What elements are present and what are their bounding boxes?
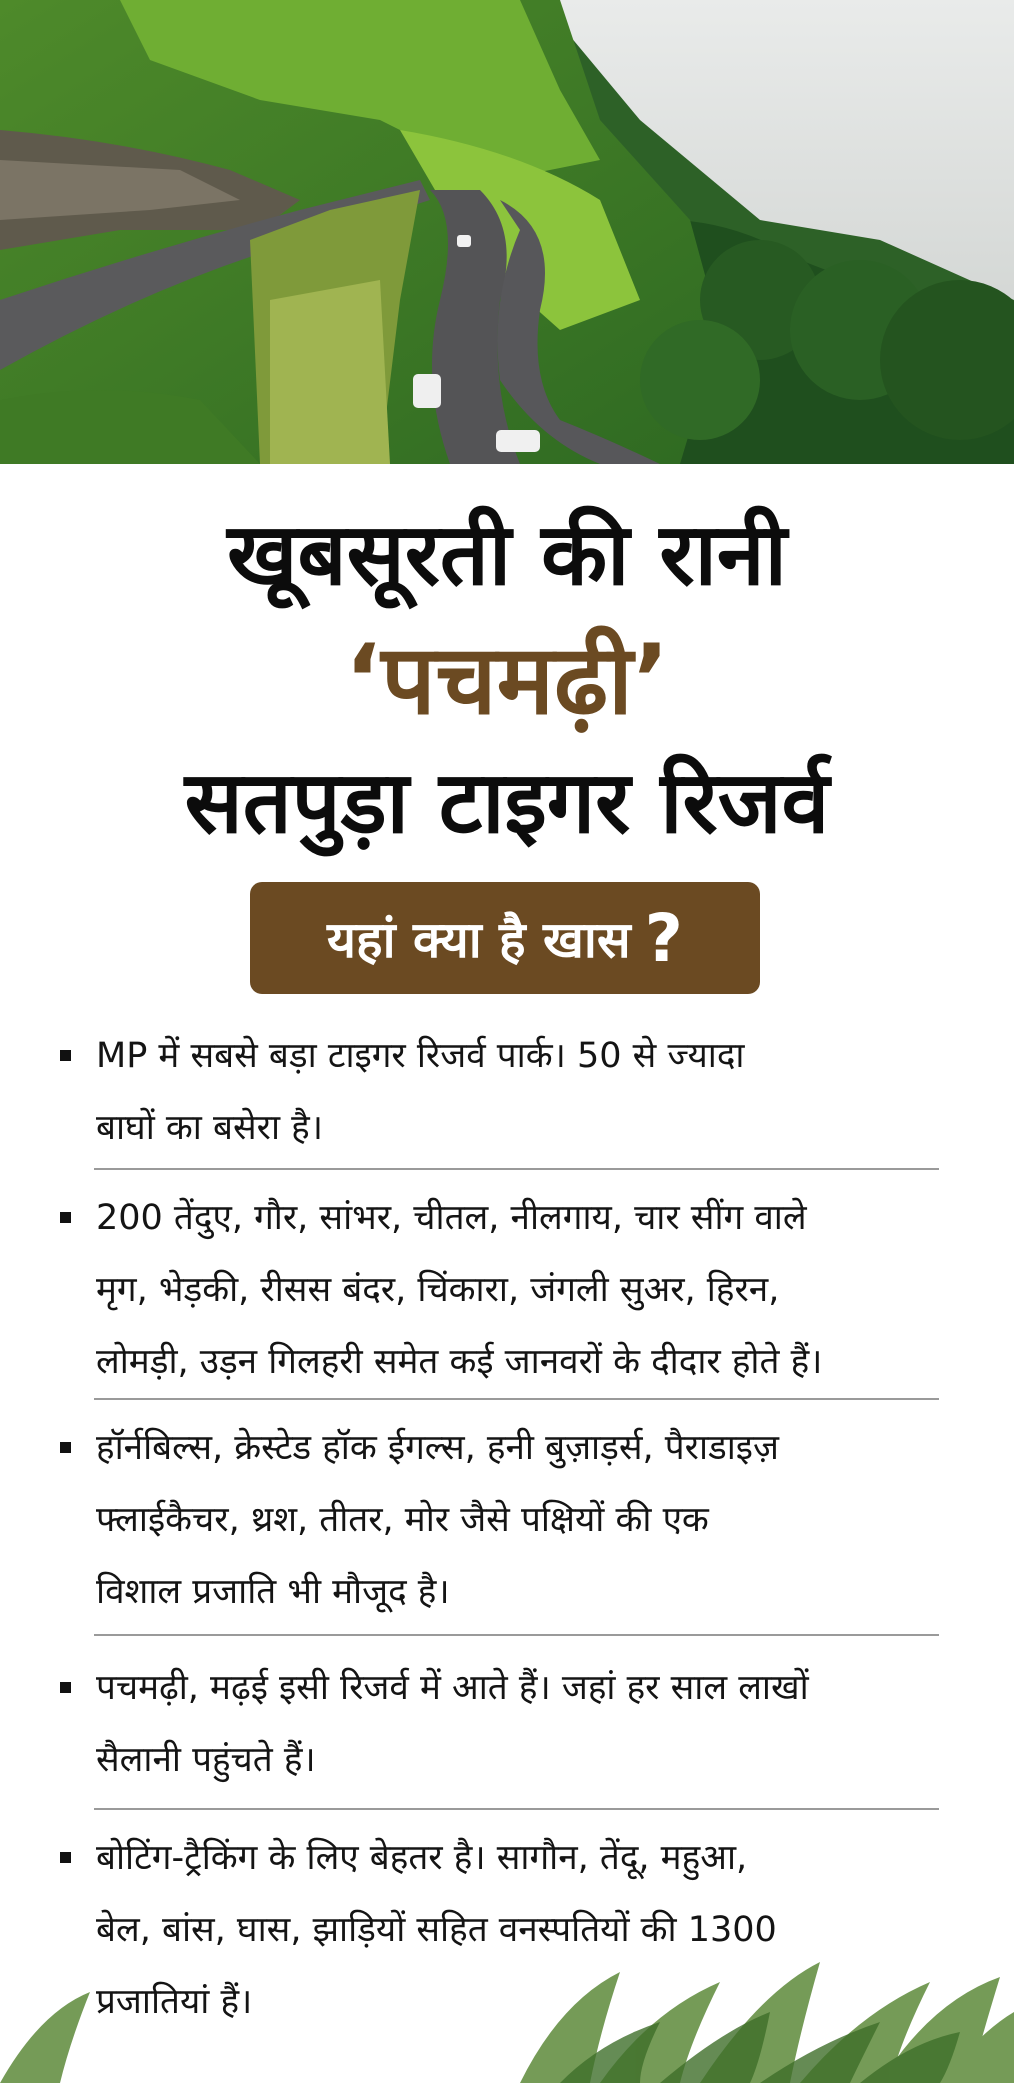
- bullet-icon: [60, 1852, 71, 1863]
- list-item-line: प्रजातियां हैं।: [96, 1982, 253, 2022]
- list-item-line: लोमड़ी, उड़न गिलहरी समेत कई जानवरों के दीदार होते हैं।: [96, 1342, 823, 1382]
- title-line-2: ‘पचमढ़ी’: [344, 624, 670, 736]
- list-item-line: मृग, भेड़की, रीसस बंदर, चिंकारा, जंगली सुअर, हिरन,: [96, 1270, 780, 1310]
- list-item-line: विशाल प्रजाति भी मौजूद है।: [96, 1572, 450, 1612]
- list-item-line: पचमढ़ी, मढ़ई इसी रिजर्व में आते हैं। जहां हर साल लाखों: [96, 1668, 809, 1708]
- list-item: [60, 1652, 960, 1796]
- list-item: [60, 1412, 960, 1628]
- list-item-line: 200 तेंदुए, गौर, सांभर, चीतल, नीलगाय, चार सींग वाले: [96, 1198, 807, 1238]
- list-item: [60, 1020, 960, 1164]
- question-mark-icon: ?: [644, 899, 683, 977]
- list-item-line: बेल, बांस, घास, झाड़ियों सहित वनस्पतियों की 1300: [96, 1910, 777, 1950]
- bullet-icon: [60, 1050, 71, 1061]
- title-line-3: सतपुड़ा टाइगर रिजर्व: [184, 753, 830, 853]
- badge-label: यहां क्या है खास: [327, 911, 631, 969]
- bullet-icon: [60, 1212, 71, 1223]
- divider: [94, 1398, 939, 1400]
- list-item-line: MP में सबसे बड़ा टाइगर रिजर्व पार्क। 50 से ज्यादा: [96, 1036, 745, 1076]
- hero-image: [0, 0, 1014, 464]
- list-item-line: बाघों का बसेरा है।: [96, 1108, 323, 1148]
- title-line-1: खूबसूरती की रानी: [227, 505, 787, 605]
- fern-decoration: [0, 1952, 1014, 2083]
- list-item: [60, 1182, 960, 1398]
- bullet-icon: [60, 1442, 71, 1453]
- list-item-line: हॉर्नबिल्स, क्रेस्टेड हॉक ईगल्स, हनी बुज़ाड़र्स, पैराडाइज़: [96, 1428, 779, 1468]
- badge: [250, 882, 760, 994]
- divider: [94, 1168, 939, 1170]
- list-item-line: बोटिंग-ट्रैकिंग के लिए बेहतर है। सागौन, तेंदू, महुआ,: [96, 1838, 748, 1878]
- list-item-line: सैलानी पहुंचते हैं।: [96, 1740, 316, 1780]
- hero-landscape: [0, 0, 1014, 464]
- divider: [94, 1808, 939, 1810]
- list-item-line: फ्लाईकैचर, थ्रश, तीतर, मोर जैसे पक्षियों की एक: [96, 1500, 709, 1540]
- divider: [94, 1634, 939, 1636]
- bullet-icon: [60, 1682, 71, 1693]
